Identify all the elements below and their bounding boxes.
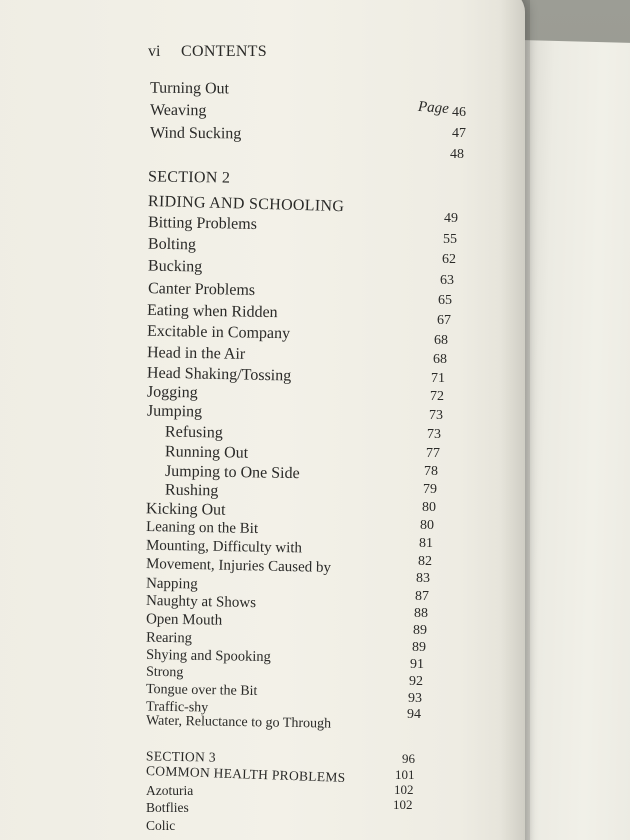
toc-entry: Excitable in Company	[146, 322, 291, 343]
toc-entry: Traffic-shy	[145, 699, 209, 716]
page-number: 47	[452, 126, 466, 141]
page-number: 71	[431, 371, 445, 386]
page-number: 83	[416, 571, 430, 586]
section-heading: SECTION 2	[147, 168, 231, 187]
toc-subentry: Refusing	[164, 423, 223, 442]
toc-entry: Shying and Spooking	[145, 646, 272, 666]
toc-entry: Azoturia	[146, 783, 194, 798]
toc-entry: Botflies	[146, 800, 189, 815]
page-number: 81	[419, 536, 433, 551]
page-folio: vi	[148, 43, 161, 60]
page-number: 101	[395, 767, 415, 782]
toc-entry: Eating when Ridden	[146, 301, 278, 322]
toc-subentry: Rushing	[164, 481, 219, 500]
page-number: 102	[394, 782, 414, 797]
page-number: 48	[450, 147, 464, 162]
page-number: 79	[423, 482, 437, 497]
toc-entry: Weaving	[149, 101, 207, 120]
toc-entry: Mounting, Difficulty with	[145, 537, 303, 557]
toc-entry: Kicking Out	[145, 500, 226, 519]
page-number: 87	[415, 589, 429, 604]
toc-subentry: Jumping to One Side	[164, 462, 300, 483]
page-number: 91	[410, 657, 424, 672]
page-number: 93	[408, 691, 422, 706]
page-number: 92	[409, 674, 423, 689]
toc-entry: Movement, Injuries Caused by	[145, 556, 332, 576]
page-number: 80	[422, 500, 436, 515]
toc-entry: Head Shaking/Tossing	[146, 364, 292, 385]
page-number: 63	[440, 273, 454, 288]
toc-entry: Leaning on the Bit	[145, 519, 259, 537]
page-number: 55	[443, 232, 457, 247]
toc-entry: Open Mouth	[145, 611, 223, 629]
page-number: 94	[407, 707, 421, 722]
section-heading: SECTION 3	[145, 748, 216, 765]
page-number: 62	[442, 252, 456, 267]
toc-entry: Bolting	[147, 235, 197, 254]
toc-entry: Jogging	[146, 383, 198, 402]
toc-entry: Rearing	[145, 629, 193, 647]
page-number: 49	[444, 211, 458, 226]
toc-entry: Wind Sucking	[149, 124, 242, 143]
page-label: Page	[417, 98, 450, 118]
section-title: COMMON HEALTH PROBLEMS	[145, 763, 346, 785]
page-number: 67	[437, 313, 451, 328]
toc-entry: Water, Reluctance to go Through	[145, 713, 332, 732]
toc-entry: Head in the Air	[146, 344, 246, 363]
section-title: RIDING AND SCHOOLING	[147, 193, 345, 216]
page-number: 68	[434, 333, 448, 348]
toc-entry: Turning Out	[149, 79, 230, 98]
page-number: 73	[427, 427, 441, 442]
page-number: 102	[393, 797, 413, 812]
toc-entry: Canter Problems	[147, 280, 256, 299]
toc-entry: Bucking	[147, 257, 203, 276]
toc-entry: Jumping	[146, 402, 203, 421]
toc-entry: Colic	[146, 818, 176, 833]
page-number: 89	[413, 623, 427, 638]
toc-entry: Tongue over the Bit	[145, 682, 258, 699]
page-number: 65	[438, 293, 452, 308]
toc-entry: Naughty at Shows	[145, 592, 257, 612]
page-number: 96	[402, 751, 415, 766]
page-number: 72	[430, 389, 444, 404]
page-number: 68	[433, 352, 447, 367]
toc-entry: Strong	[145, 664, 184, 681]
page-number: 88	[414, 606, 428, 621]
toc-entry: Bitting Problems	[147, 214, 258, 233]
page-number: 82	[418, 554, 432, 569]
page-number: 73	[429, 408, 443, 423]
page-number: 80	[420, 518, 434, 533]
page-number: 89	[412, 640, 426, 655]
toc-entry: Napping	[145, 575, 198, 593]
page-number: 46	[452, 105, 466, 120]
toc-subentry: Running Out	[164, 443, 249, 462]
page-number: 77	[426, 446, 440, 461]
page-number: 78	[424, 464, 438, 479]
page-heading: CONTENTS	[181, 43, 267, 60]
